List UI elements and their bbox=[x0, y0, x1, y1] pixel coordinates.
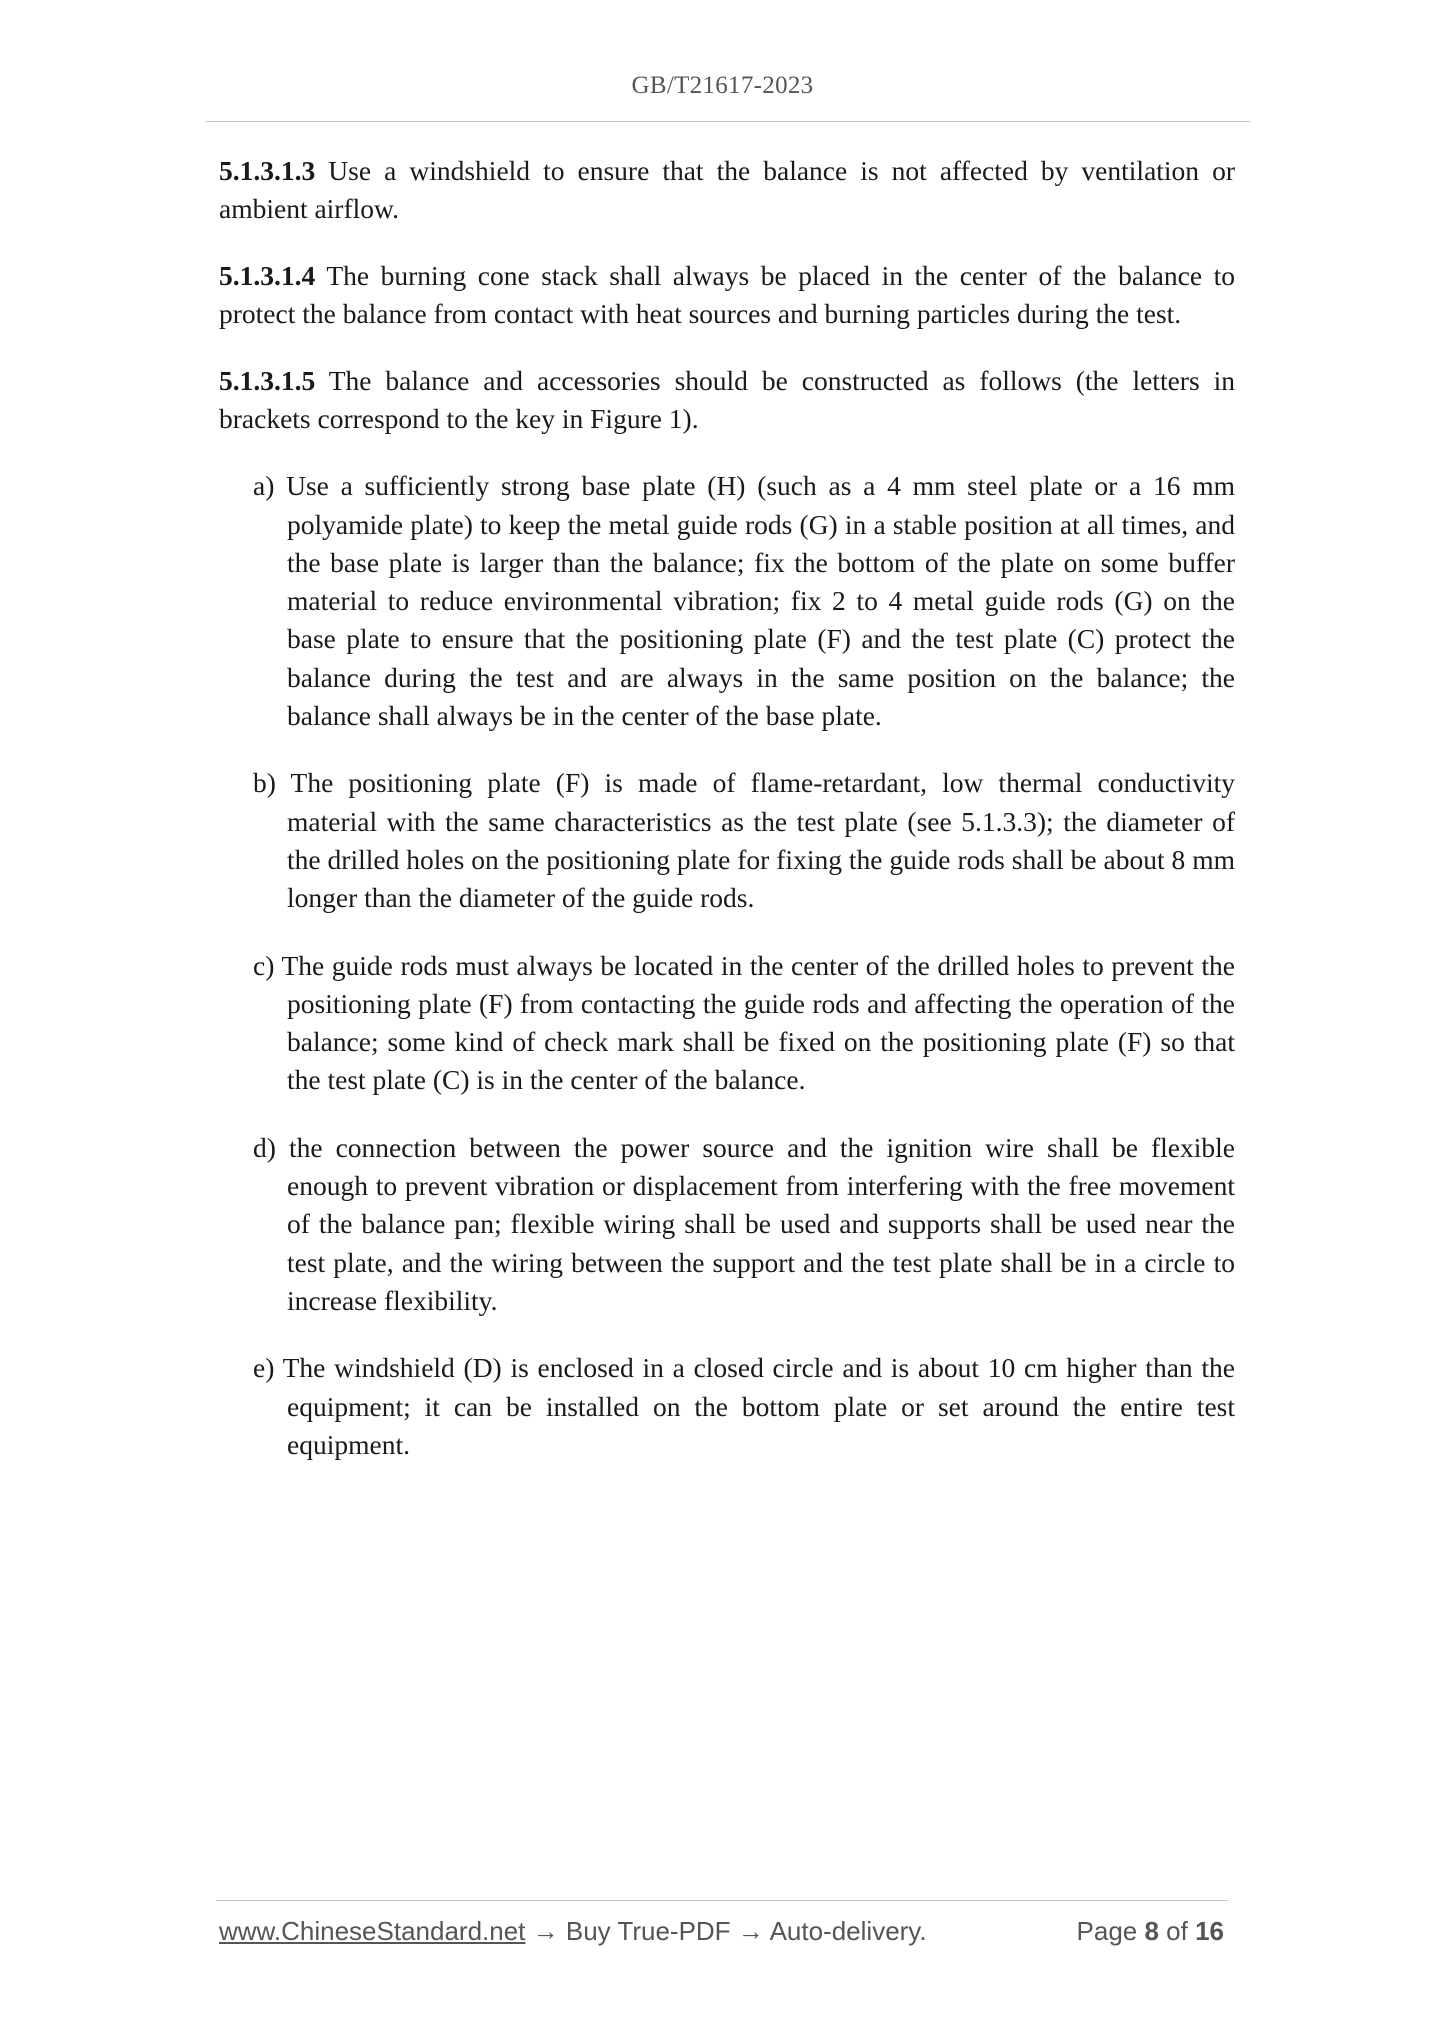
clause-text: The burning cone stack shall always be placed in the center of the balance to protect the balance from contact with heat sources and burning particles during the test. bbox=[219, 260, 1235, 330]
list-item-a: a) Use a sufficiently strong base plate (H) (such as a 4 mm steel plate or a 16 mm polyamide plate) to keep the metal guide rods (G) in a stable position at all times, and the base plate is larger than the balance; fix the bottom of the plate on some buffer material to reduce environmental vibration; fix 2 to 4 metal guide rods (G) on the base plate to ensure that the positioning plate (F) and the test plate (C) protect the balance during the test and are always in the same position on the balance; the balance shall always be in the center of the base plate. bbox=[253, 470, 1235, 732]
page-label: Page bbox=[1076, 1916, 1145, 1946]
list-item-c: c) The guide rods must always be located in the center of the drilled holes to prevent the positioning plate (F) from contacting the guide rods and affecting the operation of the balance; some kind of check mark shall be fixed on the positioning plate (F) so that the test plate (C) is in the center of the balance. bbox=[253, 949, 1235, 1096]
clause-5-1-3-1-5 bbox=[219, 362, 1235, 439]
clause-5-1-3-1-4 bbox=[219, 257, 1235, 334]
document-body bbox=[219, 152, 1235, 1493]
clause-text: The balance and accessories should be constructed as follows (the letters in brackets correspond to the key in Figure 1). bbox=[219, 365, 1235, 435]
list-item-d: d) the connection between the power source and the ignition wire shall be flexible enough to prevent vibration or displacement from interfering with the free movement of the balance pan; flexible wiring shall be used and supports shall be used near the test plate, and the wiring between the support and the test plate shall be in a circle to increase flexibility. bbox=[253, 1131, 1235, 1316]
clause-number: 5.1.3.1.3 bbox=[219, 155, 316, 186]
page-number bbox=[1077, 1916, 1224, 1947]
page-of-label: of bbox=[1158, 1916, 1196, 1946]
document-code-header: GB/T21617-2023 bbox=[631, 72, 814, 99]
clause-number: 5.1.3.1.4 bbox=[219, 260, 316, 292]
total-pages: 16 bbox=[1195, 1916, 1224, 1946]
header-divider bbox=[206, 121, 1250, 122]
page-footer bbox=[219, 1916, 1231, 1956]
chinese-standard-link[interactable]: www.ChineseStandard.net bbox=[219, 1916, 526, 1946]
footer-promo bbox=[219, 1916, 927, 1947]
clause-number: 5.1.3.1.5 bbox=[219, 365, 316, 397]
construction-list bbox=[253, 467, 1235, 1464]
footer-promo-text: → Buy True-PDF → Auto-delivery. bbox=[525, 1916, 927, 1946]
footer-divider bbox=[216, 1900, 1228, 1901]
list-item-b: b) The positioning plate (F) is made of flame-retardant, low thermal conductivity material with the same characteristics as the test plate (see 5.1.3.3); the diameter of the drilled holes on the positioning plate for fixing the guide rods shall be about 8 mm longer than the diameter of the guide rods. bbox=[253, 767, 1235, 914]
current-page: 8 bbox=[1144, 1916, 1159, 1946]
list-item-e: e) The windshield (D) is enclosed in a closed circle and is about 10 cm higher than the equipment; it can be installed on the bottom plate or set around the entire test equipment. bbox=[253, 1352, 1235, 1460]
clause-5-1-3-1-3 bbox=[219, 152, 1235, 229]
clause-text: Use a windshield to ensure that the balance is not affected by ventilation or ambient airflow. bbox=[219, 155, 1235, 225]
